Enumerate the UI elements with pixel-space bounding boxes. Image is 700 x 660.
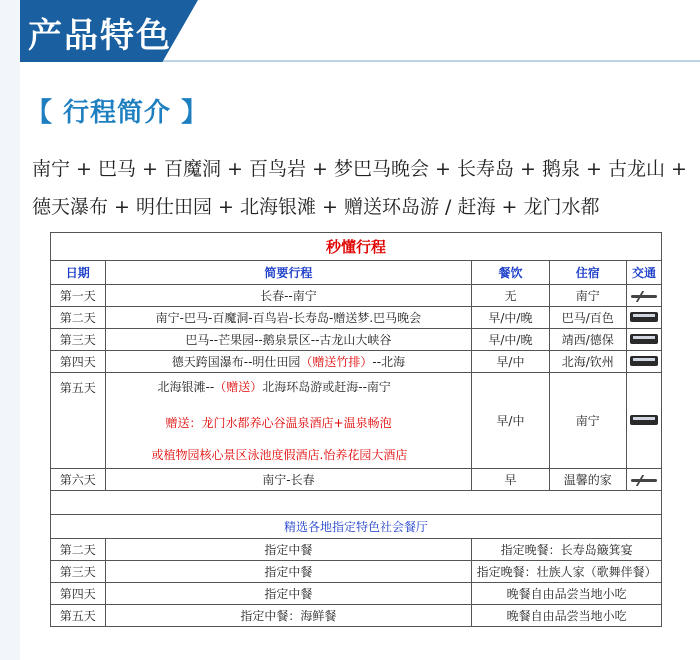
route-cell (105, 373, 472, 469)
itinerary-table-wrapper (50, 232, 662, 627)
table-row (51, 373, 662, 469)
table-row (51, 285, 662, 307)
dinner-cell: 晚餐自由品尝当地小吃 (472, 605, 662, 627)
meals-cell: 早/中 (472, 351, 549, 373)
table-row (51, 307, 662, 329)
day-cell: 第五天 (51, 373, 106, 469)
dinner-cell: 指定晚餐：壮族人家（歌舞伴餐） (472, 561, 662, 583)
route-cell: 南宁-巴马-百魔洞-百鸟岩-长寿岛-赠送梦.巴马晚会 (105, 307, 472, 329)
lunch-cell: 指定中餐 (105, 583, 472, 605)
dining-row (51, 561, 662, 583)
transport-cell (626, 285, 661, 307)
dinner-cell: 晚餐自由品尝当地小吃 (472, 583, 662, 605)
dining-row (51, 583, 662, 605)
route-part: --北海 (372, 355, 406, 369)
day-cell: 第二天 (51, 307, 106, 329)
lunch-cell: 指定中餐：海鲜餐 (105, 605, 472, 627)
route-summary: 南宁 + 巴马 + 百魔洞 + 百鸟岩 + 梦巴马晚会 + 长寿岛 + 鹅泉 + 古龙山 + 德天瀑布 + 明仕田园 + 北海银滩 + 赠送环岛游 / 赶海 + 龙门水都 (32, 158, 687, 218)
route-cell: 长春--南宁 (105, 285, 472, 307)
header-date: 日期 (51, 261, 106, 285)
transport-cell (626, 351, 661, 373)
dining-title: 精选各地指定特色社会餐厅 (51, 515, 662, 539)
route-line (158, 378, 470, 396)
table-row (51, 351, 662, 373)
meals-cell: 早/中/晚 (472, 307, 549, 329)
day-cell: 第三天 (51, 561, 106, 583)
table-row (51, 469, 662, 491)
bus-icon (629, 355, 659, 369)
meals-cell: 无 (472, 285, 549, 307)
bonus-line: 赠送：龙门水都养心谷温泉酒店+温泉畅泡 (165, 415, 392, 430)
table-row (51, 329, 662, 351)
lodging-cell: 北海/钦州 (549, 351, 626, 373)
day-cell: 第六天 (51, 469, 106, 491)
lodging-cell: 南宁 (549, 285, 626, 307)
route-cell (105, 351, 472, 373)
plane-icon (629, 289, 659, 303)
bus-icon (629, 414, 659, 428)
transport-cell (626, 307, 661, 329)
lodging-cell: 南宁 (549, 373, 626, 469)
dining-row (51, 539, 662, 561)
spacer (158, 398, 470, 412)
day-cell: 第一天 (51, 285, 106, 307)
header-lodging: 住宿 (549, 261, 626, 285)
dinner-cell: 指定晚餐：长寿岛簸箕宴 (472, 539, 662, 561)
lunch-cell: 指定中餐 (105, 561, 472, 583)
lodging-cell: 靖西/德保 (549, 329, 626, 351)
meals-cell: 早 (472, 469, 549, 491)
route-part: 北海环岛游或赶海--南宁 (262, 379, 391, 394)
meals-cell: 早/中 (472, 373, 549, 469)
table-title: 秒懂行程 (51, 233, 662, 261)
route-cell: 巴马--芒果园--鹅泉景区--古龙山大峡谷 (105, 329, 472, 351)
day-cell: 第二天 (51, 539, 106, 561)
transport-cell (626, 469, 661, 491)
transport-cell (626, 373, 661, 469)
header-transport: 交通 (626, 261, 661, 285)
lodging-cell: 巴马/百色 (549, 307, 626, 329)
dining-row (51, 605, 662, 627)
table-header-row (51, 261, 662, 285)
itinerary-table (50, 232, 662, 627)
transport-cell (626, 329, 661, 351)
route-part: 北海银滩-- (157, 379, 215, 394)
day-cell: 第四天 (51, 351, 106, 373)
route-cell: 南宁-长春 (105, 469, 472, 491)
lunch-cell: 指定中餐 (105, 539, 472, 561)
bonus-line: 或植物园核心景区泳池度假酒店.怡养花园大酒店 (151, 447, 408, 462)
meals-cell: 早/中/晚 (472, 329, 549, 351)
lodging-cell: 温馨的家 (549, 469, 626, 491)
plane-icon (629, 473, 659, 487)
day-cell: 第四天 (51, 583, 106, 605)
bus-icon (629, 333, 659, 347)
bus-icon (629, 311, 659, 325)
bonus-note: （赠送竹排） (300, 355, 373, 369)
bonus-note: （赠送） (214, 379, 263, 394)
section-heading: 【 行程简介 】 (26, 98, 209, 128)
route-part: 德天跨国瀑布--明仕田园 (171, 355, 301, 369)
day-cell: 第三天 (51, 329, 106, 351)
page-title: 产品特色 (28, 16, 172, 56)
day-cell: 第五天 (51, 605, 106, 627)
header-meals: 餐饮 (472, 261, 549, 285)
spacer (158, 434, 470, 444)
header-itinerary: 简要行程 (105, 261, 472, 285)
blank-row (51, 491, 662, 515)
